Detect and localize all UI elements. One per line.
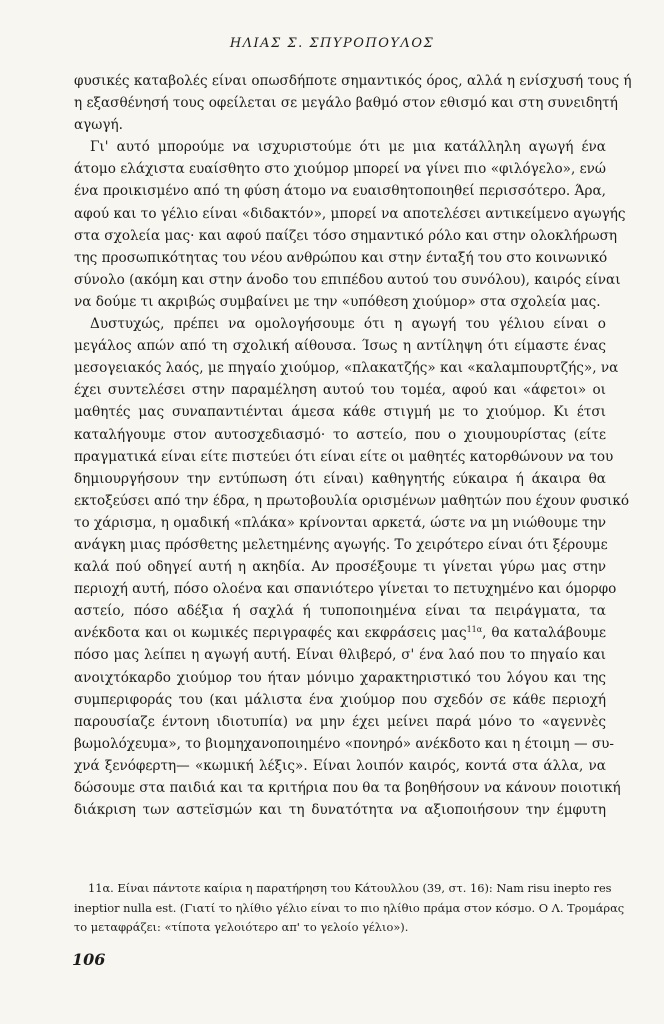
footnote xyxy=(74,879,625,938)
text-line: στα σχολεία μας· και αφού παίζει τόσο σημαντικό ρόλο και στην ολοκλήρωση xyxy=(74,227,617,244)
text-line: μεσογειακός λαός, με πηγαίο χιούμορ, «πλακατζής» και «καλαμπουρτζής», να xyxy=(74,360,619,377)
text-line: η εξασθένησή τους οφείλεται σε μεγάλο βαθμό στον εθισμό και στη συνειδητή xyxy=(74,95,618,112)
text-line: χνά ξενόφερτη— «κωμική λέξις». Είναι λοιπόν καιρός, κοντά στα άλλα, να xyxy=(74,757,606,774)
footnote-line: το μεταφράζει: «τίποτα γελοιότερο απ' το γελοίο γέλιο»). xyxy=(74,920,409,934)
text-line: ένα προικισμένο από τη φύση άτομο να ευαισθητοποιηθεί περισσότερο. Άρα, xyxy=(74,183,606,200)
page-number: 106 xyxy=(72,950,106,969)
text-line: αφού και το γέλιο είναι «διδακτόν», μπορεί να αποτελέσει αντικείμενο αγωγής xyxy=(74,205,626,222)
text-line: άτομο ελάχιστα ευαίσθητο στο χιούμορ μπορεί να γίνει πιο «φιλόγελο», ενώ xyxy=(74,161,606,178)
text-line: πραγματικά είναι είτε πιστεύει ότι είναι είτε οι μαθητές κατορθώνουν να του xyxy=(74,448,614,465)
text-line: μαθητές μας συναπαντιένται άμεσα κάθε στιγμή με το χιούμορ. Κι έτσι xyxy=(74,404,606,421)
text-line: να δούμε τι ακριβώς συμβαίνει με την «υπόθεση χιούμορ» στα σχολεία μας. xyxy=(74,293,601,310)
running-head: ΗΛΙΑΣ Σ. ΣΠΥΡΟΠΟΥΛΟΣ xyxy=(229,36,435,51)
text-line: καλά πού οδηγεί αυτή η ακηδία. Αν προσέξουμε τι γίνεται γύρω μας στην xyxy=(74,559,606,576)
text-line: φυσικές καταβολές είναι οπωσδήποτε σημαντικός όρος, αλλά η ενίσχυσή τους ή xyxy=(74,73,632,89)
text-line: πόσο μας λείπει η αγωγή αυτή. Είναι θλιβερό, σ' ένα λαό που το πηγαίο και xyxy=(74,647,606,664)
text-segment: ανέκδοτα και οι κωμικές περιγραφές και εκφράσεις μας xyxy=(74,625,467,642)
text-line: καταλήγουμε στον αυτοσχεδιασμό· το αστείο, που ο χιουμουρίστας (είτε xyxy=(74,426,606,443)
text-line: περιοχή αυτή, πόσο ολοένα και σπανιότερο γίνεται το πετυχημένο και όμορφο xyxy=(74,581,617,598)
text-line: ανοιχτόκαρδο χιούμορ του ήταν μόνιμο χαρακτηριστικό του λόγου και της xyxy=(74,669,606,686)
text-line: διάκριση των αστεϊσμών και τη δυνατότητα να αξιοποιήσουν την έμφυτη xyxy=(74,802,606,819)
body-text xyxy=(74,70,632,821)
text-line: το χάρισμα, η ομαδική «πλάκα» κρίνονται αρκετά, ώστε να μη νιώθουμε την xyxy=(74,514,606,531)
text-line: παρουσίαζε έντονη ιδιοτυπία) να μην έχει μείνει παρά μόνο το «αγεννὲς xyxy=(74,713,606,730)
text-line: έχει συντελέσει στην παραμέληση αυτού του τομέα, αφού και «άφετοι» οι xyxy=(74,382,606,399)
text-line: ανάγκη μιας πρόσθετης μελετημένης αγωγής. Το χειρότερο είναι ότι ξέρουμε xyxy=(74,536,608,553)
text-line: μεγάλος απών από τη σχολική αίθουσα. Ίσως η αντίληψη ότι είμαστε ένας xyxy=(74,338,606,355)
text-line: εκτοξεύσει από την έδρα, η πρωτοβουλία ορισμένων μαθητών που έχουν φυσικό xyxy=(74,492,630,509)
text-line: αγωγή. xyxy=(74,117,123,134)
text-line: αστείο, πόσο αδέξια ή σαχλά ή τυποποιημένα είναι τα πειράγματα, τα xyxy=(74,603,606,620)
text-line: δημιουργήσουν την εντύπωση ότι είναι) καθηγητής εύκαιρα ή άκαιρα θα xyxy=(74,470,606,487)
text-segment: , θα καταλάβουμε xyxy=(482,625,606,642)
text-line: Δυστυχώς, πρέπει να ομολογήσουμε ότι η αγωγή του γέλιου είναι ο xyxy=(90,316,606,333)
text-line: συμπεριφοράς του (και μάλιστα ένα χιούμορ που σχεδόν σε κάθε περιοχή xyxy=(74,691,606,708)
footnote-line: 11α. Είναι πάντοτε καίρια η παρατήρηση του Κάτουλλου (39, στ. 16): Nam risu inepto res xyxy=(88,881,612,895)
text-line: βωμολόχευμα», το βιομηχανοποιημένο «πονηρό» ανέκδοτο και η έτοιμη — συ- xyxy=(74,735,615,752)
text-line-with-footnote xyxy=(74,622,606,644)
text-line: της προσωπικότητας του νέου ανθρώπου και στην ένταξή του στο κοινωνικό xyxy=(74,249,608,266)
text-line: Γι' αυτό μπορούμε να ισχυριστούμε ότι με μια κατάλληλη αγωγή ένα xyxy=(90,139,606,156)
footnote-line: ineptior nulla est. (Γιατί το ηλίθιο γέλιο είναι το πιο ηλίθιο πράμα στον κόσμο. Ο Λ. Τρομάρας xyxy=(74,900,625,915)
footnote-reference[interactable]: 11α xyxy=(466,625,483,635)
text-line: σύνολο (ακόμη και στην άνοδο του επιπέδου αυτού του συνόλου), καιρός είναι xyxy=(74,271,621,288)
text-line: δώσουμε στα παιδιά και τα κριτήρια που θα τα βοηθήσουν να κάνουν ποιοτική xyxy=(74,780,621,796)
